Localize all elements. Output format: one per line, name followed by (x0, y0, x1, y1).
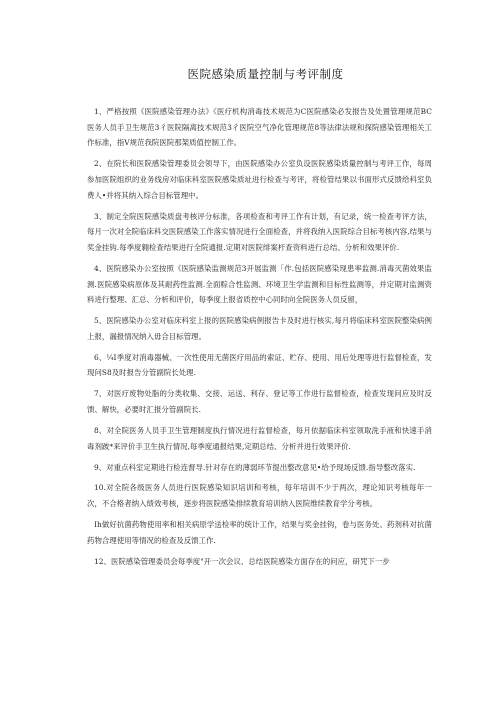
paragraph-text: 3、制定全院医院感染质盘考核评分标准，各项检查和考评工作有计划，有记录，统一检查考评方法，每月一次对全院临床科交医院感染工作落实情况进行全面检查，并将我纳入医院综合目标考核内容,结果与奖金挂钩.每季度翱检查结果进行全院通报.定期对医院绯案杆查资料进行总结、分析和效果评价. (87, 211, 432, 252)
paragraph-text: 2、在院长和医院感染管理委员会领导下，由医院感染办公室负设医院感染质量控制与考评工作，每周参加医院组织的业务线房对临床科室医院感染质址进行检查与考评，将检管结果以书面形式反馈给科室负费人•并将其纳入综合目标管理中。 (87, 159, 432, 200)
paragraph-text: 4、医院感染办公室按照《医院感染监测规范3开展监测「作.包括医院感染现患率监测.消毒灭菌效果监测.医院感染病原体及其耐药性监测.全面粽合性监测、环境卫生学监测和目标性监测等，并定期对监测资料进行整理、汇总、分析和评价，每季度上报省质控中心同时向全院医务人员反留， (87, 263, 432, 305)
paragraph-10 (87, 480, 432, 511)
paragraph-text: 5、医院感染办公室对临床科室上报的医院感染病例报告卡及时进行核实,每月将临床科室医院整染病例上报，漏报情况纳入毋合目标管理。 (87, 316, 432, 341)
paragraph-2 (87, 156, 432, 203)
paragraph-text: 9、对重点科室定期进行检连督导.针对存在的薄弱环节提出整改意见•给予现场反馈.指导整改落实. (94, 462, 416, 472)
paragraph-text: 8、对全院医务人员手卫生管理制度执行情况进行监督检查，每月依据临床科室领取洗手液和快速手消毒剂跛*来评价手卫生执行情况,每季度通报结果,定期总结、分析并进行效果评价. (87, 425, 432, 451)
paragraph-text: 7、对医疗废物处脂的分类收集、交接、运送、利存、登记等工作进行监督检查，检查发现问应及时反馈、解快，必要时汇报分管副院长. (87, 389, 432, 415)
paragraph-text: 12、医院感染管理委员会每季度"开一次会议、总结医院感染方面存在的问应，研咒下一步 (94, 556, 390, 566)
document-body (87, 104, 432, 569)
paragraph-1 (87, 104, 432, 151)
document-title: 医院感染质量控制与考评制度 (187, 67, 344, 81)
paragraph-5 (87, 313, 432, 344)
paragraph-text: 10.对全院各级医务人员进行医院感染知识培训和考核，每年培训不少于两次，理论知识考核每年一次，不合格者纳入绩效考核，逐步将医院感染排续教育培训纳入医院维续教育学分考核。 (87, 483, 432, 509)
paragraph-11 (87, 517, 432, 548)
paragraph-text: 6、¼I季度对消毒器械、一次性使用无菌医疗用品的索证、贮存、使用、用后处理等进行监督检查，发现问S8及时报告分管副院长处理. (87, 352, 432, 378)
paragraph-9 (87, 460, 432, 476)
paragraph-text: Ih做好抗菌药物使用率和相关病原学送检率的统计工作，结果与奖金挂钩，卷与医务处、药剂科对抗菌药物合理使用等情况的检查及反馈工作. (87, 520, 432, 545)
paragraph-12 (87, 554, 432, 570)
paragraph-8 (87, 423, 432, 454)
paragraph-4 (87, 261, 432, 308)
paragraph-7 (87, 386, 432, 417)
paragraph-text: 1、严格按照《医院感染管理办法》《医疗机构消毒技术规范为C医院感染必发报告及处置管理规范BC医务人员手卫生规范3彳医院隔离技术规范3彳医院空气净化管理规范8等法律法规和探院感染管理相关工作标准，指V规范我院医院那架质值控制工作。 (87, 107, 432, 148)
paragraph-3 (87, 209, 432, 256)
paragraph-6 (87, 350, 432, 381)
